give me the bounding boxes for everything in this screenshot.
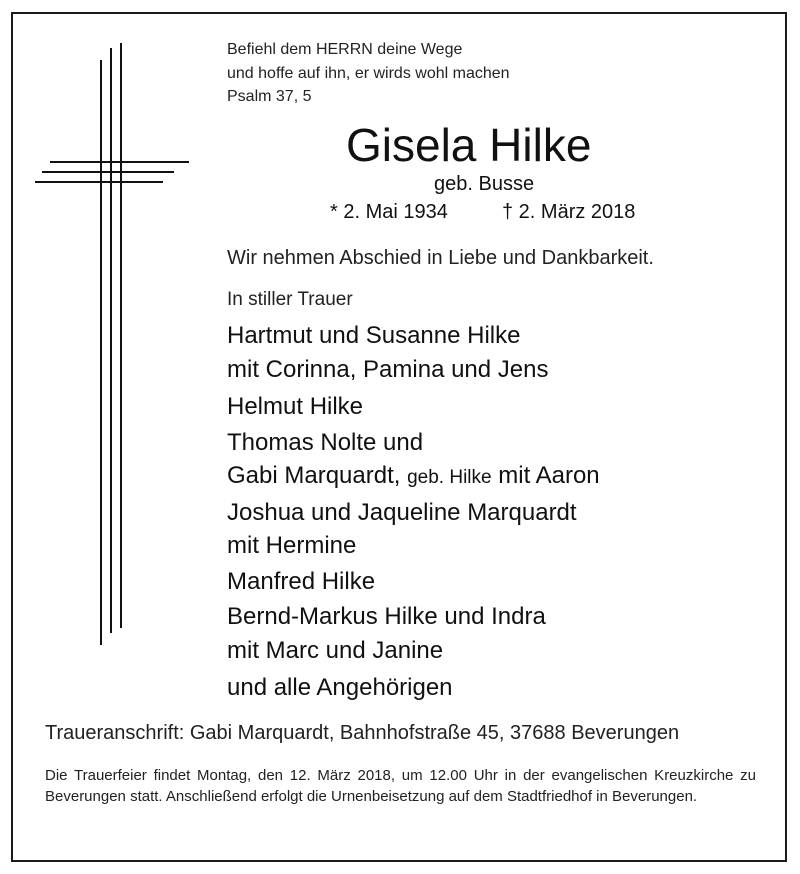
death-date: † 2. März 2018	[502, 201, 636, 223]
cross-vertical-line-2	[110, 48, 112, 633]
family-line: Hartmut und Susanne Hilke	[227, 322, 521, 349]
psalm-line-2: und hoffe auf ihn, er wirds wohl machen	[227, 65, 510, 82]
cross-vertical-line-3	[120, 43, 122, 628]
family-line: mit Corinna, Pamina und Jens	[227, 356, 549, 383]
family-line: mit Hermine	[227, 532, 357, 559]
family-line: mit Marc und Janine	[227, 637, 444, 664]
farewell-text: Wir nehmen Abschied in Liebe und Dankbarkeit.	[227, 247, 654, 269]
family-companion: mit Aaron	[498, 462, 600, 489]
family-line: Bernd-Markus Hilke und Indra	[227, 603, 546, 630]
family-line: Thomas Nolte und	[227, 429, 424, 456]
deceased-name: Gisela Hilke	[346, 119, 592, 171]
psalm-line-1: Befiehl dem HERRN deine Wege	[227, 41, 463, 58]
mourners-intro: In stiller Trauer	[227, 289, 353, 310]
cross-horizontal-line-3	[35, 181, 163, 183]
family-line: und alle Angehörigen	[227, 674, 453, 701]
family-line: Joshua und Jaqueline Marquardt	[227, 499, 577, 526]
family-line	[227, 461, 600, 493]
cross-horizontal-line-2	[42, 171, 174, 173]
funeral-notice: Die Trauerfeier findet Montag, den 12. März 2018, um 12.00 Uhr in der evangelischen Kreuzkirche zu Beverungen statt. Anschließend erfolgt die Urnenbeisetzung auf dem Stadtfriedhof in Beverungen.	[45, 767, 756, 805]
family-maiden-name: geb. Hilke	[407, 467, 492, 488]
family-name: Gabi Marquardt,	[227, 462, 401, 489]
cross-vertical-line-1	[100, 60, 102, 645]
maiden-name: geb. Busse	[434, 173, 535, 195]
cross-horizontal-line-1	[50, 161, 189, 163]
birth-date: * 2. Mai 1934	[330, 201, 448, 223]
family-line: Manfred Hilke	[227, 568, 376, 595]
psalm-reference: Psalm 37, 5	[227, 88, 312, 105]
family-line: Helmut Hilke	[227, 393, 364, 420]
mourning-address: Traueranschrift: Gabi Marquardt, Bahnhofstraße 45, 37688 Beverungen	[45, 722, 680, 744]
